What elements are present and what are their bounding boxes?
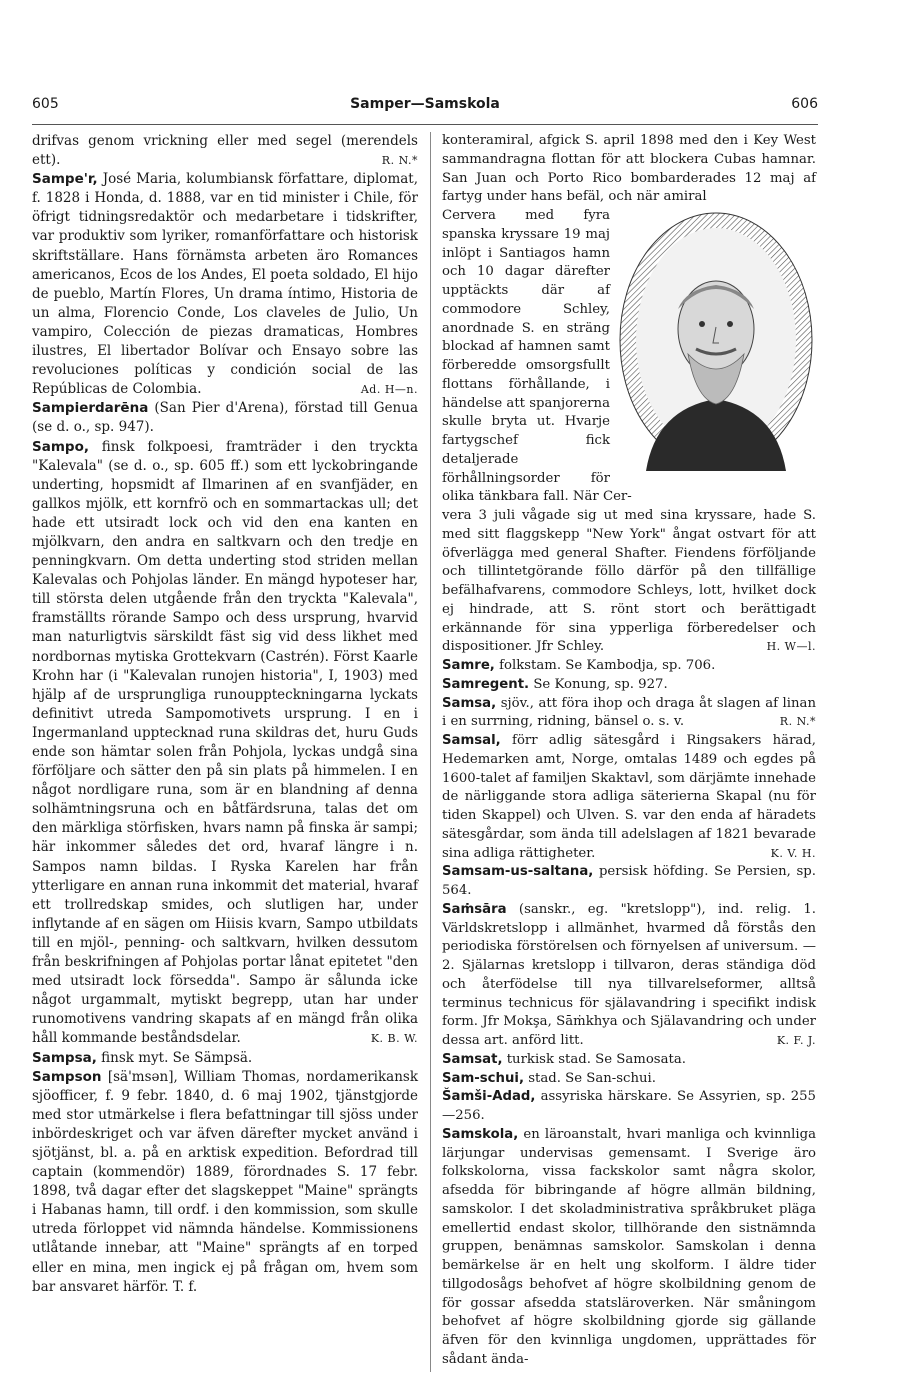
sampson-after-portrait [442,507,816,657]
entry-headword: Sampierdarēna [32,400,149,417]
entry-headword: Šamši-Adad, [442,1089,536,1105]
entry-text: assyriska härskare. Se Assyrien, sp. 255—256. [442,1089,816,1123]
entry-samsa [442,695,816,733]
entry-text: förr adlig sätesgård i Ringsakers härad, Hedemarken amt, Norge, omtalas 1489 och egdes på 1600-talet af familjen Skaktavl, som därjämte innehade de närliggande stora adliga säterierna Skapal (nu för tiden Skappel) och Ulven. S. var den enda af häradets sätesgårdar, som ända till adelslagen af 1821 bevarade sina adliga rättigheter. [442,733,816,861]
entry-headword: Samsal, [442,733,501,748]
entry-headword: Samre, [442,658,495,673]
entry-headword: Sampsa, [32,1049,97,1066]
left-column [32,132,418,1297]
entry-headword: Sampo, [32,438,89,455]
entry-headword: Saṁsāra [442,901,507,917]
entry-text: José Maria, kolumbiansk författare, diplomat, f. 1828 i Honda, d. 1888, var en tid minister i Chile, för öfrigt tidningsredaktör och medarbetare i tidskrifter, var produktiv som lyriker, romanförfattare och historisk skriftställare. Hans förnämsta arbeten äro Romances americanos, Ecos de los Andes, El poeta soldado, El hijo de pueblo, Martín Flores, Un drama íntimo, Historia de un alma, Florencio Conde, Los claveles de Julio, Un vampiro, Colección de piezas dramaticas, Hombres ilustres, El libertador Bolívar och Ensayo sobre las revoluciones políticas y condición social de las Repúblicas de Colombia. [32,171,419,398]
entry-samsam [442,863,816,901]
entry-samsat [442,1051,816,1070]
entry-text: (sanskr., eg. "kretslopp"), ind. relig. 1. Världskretslopp i allmänhet, hvarmed då förstås den periodiska förstörelsen och förnyelsen af universum. — 2. Själarnas kretslopp i tillvaron, deras ständiga död och återfödelse till nya tillvarelseformer, alltså terminus technicus för själavandring i specifikt indisk form. Jfr Mokşa, Sāṁkhya och Själavandring och under dessa art. anförd litt. [442,901,817,1048]
entry-headword: Samskola, [442,1126,519,1142]
entry-samper [32,170,418,399]
entry-samregent [442,676,816,695]
entry-signature: K. V. H. [770,846,816,860]
entry-text: sjöv., att föra ihop och draga åt slagen af linan i en surrning, ridning, bänsel o. s. v. [442,695,816,730]
portrait-frame [616,209,816,471]
sampson-wrapped-text: Cervera med fyra spanska kryssare 19 maj inlöpt i Santiagos hamn och 10 dagar därefter upptäckts där af commodore Schley, anordnade S. en sträng blockad af hamnen samt förberedde omsorgsfullt flottans förhållande, i händelse att spanjorerna skulle bryta ut. Hvarje fartygschef fick detaljerade förhållningsorder för olika tänkbara fall. När Cer- [442,208,632,505]
page-number-right: 606 [791,96,818,112]
entry-text: en läroanstalt, hvari manliga och kvinnliga lärjungar undervisas gemensamt. I Sverige äro folkskolorna, vissa fackskolor samt några skolor, afsedda för bibringande af högre allmän bildning, samskolor. I det skoladministrativa språkbruket pläga emellertid endast skolor, tillhörande den sistnämnda gruppen, benämnas samskolor. Samskolan i denna bemärkelse är en helt ung skolform. I äldre tider tillgodosågs behofvet af högre skolbildning genom de för gossar afsedda statsläroverken. När småningom behofvet af högre skolbildning gjorde sig gällande äfven för den kvinnliga ungdomen, upprättades för sådant ända- [442,1126,816,1367]
entry-text: turkisk stad. Se Samosata. [506,1051,686,1067]
entry-samsara [442,901,816,1051]
entry-samre [442,657,816,676]
entry-headword: Sampe'r, [32,171,98,188]
running-title: Samper—Samskola [350,96,500,112]
entry-samskola [442,1126,816,1370]
header-rule [32,124,818,125]
entry-headword: Samsam-us-saltana, [442,864,594,880]
entry-text: drifvas genom vrickning eller med segel (merendels ett). [32,133,418,169]
entry-signature: K. B. W. [370,1032,418,1046]
entry-text: vera 3 juli vågade sig ut med sina kryssare, hade S. med sitt flaggskepp "New York" ångat ostvart för att öfverlägga med general Shafter. Fiendens förföljande och tillintetgörande föllo därför på den tillfällige befälhafvarens, commodore Schleys, lott, hvilket dock ej hindrade, att S. rönt stort och berättigadt erkännande för sina ypperliga förberedelser och dispositioner. Jfr Schley. [442,508,816,655]
entry-samsiadad [442,1088,816,1126]
entry-signature: Ad. H—n. [360,383,418,397]
entry-signature: R. N.* [779,715,816,729]
entry-text: persisk höfding. Se Persien, sp. 564. [442,864,816,898]
entry-text: finsk folkpoesi, framträder i den tryckta "Kalevala" (se d. o., sp. 605 ff.) som ett lyckobringande underting, hopsmidt af Ilmarinen af en svanfjäder, en gallkos mjölk, ett kornfrö och en sommartackas ull; det hade ett utsiradt lock och vid den ena kanten en mjölkvarn, den andra en saltkvarn och den tredje en penningkvarn. Om detta underting stod striden mellan Kalevalas och Pohjolas länder. En mängd hypoteser har, till största delen utgående från den tryckta "Kalevala", framställts rörande Sampo och dess ursprung, hvarvid man naturligtvis särskildt fäst sig vid dess likhet med nordbornas mytiska Grottekvarn (Castrén). Först Kaarle Krohn har (i "Kalevalan runojen historia", I, 1903) med hjälp af de ursprungliga runouppteckningarna lyckats definitivt utreda Sampomotivets ursprung. I en i Ingermanland upptecknad runa skildras det, huru Guds ende son hämtar solen från Pohjola, lyckas undgå sina förföljare och sätter den på sin plats på himmelen. I en något nordligare runa, som är en blandning af denna solhämtningsruna och en båtfärdsruna, talas det om den märkliga störfisken, hvars namn på finska är sampi; här inkommer således det ord, hvaraf längre i n. Sampos namn bildas. I Ryska Karelen har från ytterligare en annan runa inkommit det material, hvaraf ett trollredskap smides, och slutligen har, under inflytande af en sägen om Hiisis kvarn, Sampo utbildats till en mjöl-, penning- och saltkvarn, hvilken dessutom från beskrifningen af Pohjolas portar lånat epitetet "den med utsiradt lock försedda". Sampo är sålunda icke något urgammalt, mytiskt begrepp, utan har under runomotivens vandring skapats af en mängd från olika håll kommande beståndsdelar. [32,438,419,1047]
entry-sampsa [32,1049,418,1068]
entry-headword: Sampson [32,1068,102,1085]
entry-text: finsk myt. Se Sämpsä. [101,1049,253,1066]
entry-sampierdarena [32,399,418,437]
entry-text: (San Pier d'Arena), förstad till Genua (se d. o., sp. 947). [32,400,418,436]
entry-signature: H. W—l. [766,640,816,654]
entry-headword: Sam-schui, [442,1070,524,1086]
entry-text: Se Konung, sp. 927. [533,676,668,692]
entry-signature: R. N.* [381,154,418,168]
column-divider [430,132,431,1372]
entry-signature: K. F. J. [776,1034,816,1047]
entry-headword: Samsa, [442,695,497,711]
entry-sampson [32,1068,418,1297]
right-column [442,132,816,1370]
entry-samsal [442,732,816,863]
entry-samschui [442,1070,816,1089]
sampson-continued: konteramiral, afgick S. april 1898 med den i Key West sammandragna flottan för att blockera Cubas hamnar. San Juan och Porto Rico bombarderades 12 maj af fartyg under hans befäl, och när amiral [442,133,816,205]
page-number-left: 605 [32,96,59,112]
entry-sampo [32,438,418,1049]
entry-headword: Samregent. [442,676,530,692]
entry-text: [sä'msən], William Thomas, nordamerikansk sjöofficer, f. 9 febr. 1840, d. 6 maj 1902, tjänstgjorde med stor utmärkelse i flera befattningar till sjöss under inbördeskriget och var äfven därefter mycket använd i sjötjänst, bl. a. på en arktisk expedition. Befordrad till captain (kommendör) 1889, förordnades S. 17 febr. 1898, två dagar efter det slagskeppet "Maine" sprängts i Habanas hamn, till ordf. i den kommission, som skulle utreda förloppet vid nämnda händelse. Kommissionens utlåtande innebar, att "Maine" sprängts af en torped eller en mina, men ingick ej på frågan om, hvem som bar ansvaret härför. T. f. [32,1068,418,1295]
page-header [32,96,818,120]
entry-continuation [32,132,418,170]
entry-headword: Samsat, [442,1051,503,1067]
entry-text: folkstam. Se Kambodja, sp. 706. [499,658,716,673]
entry-text: stad. Se San-schui. [528,1070,656,1086]
portrait-image [616,209,816,471]
